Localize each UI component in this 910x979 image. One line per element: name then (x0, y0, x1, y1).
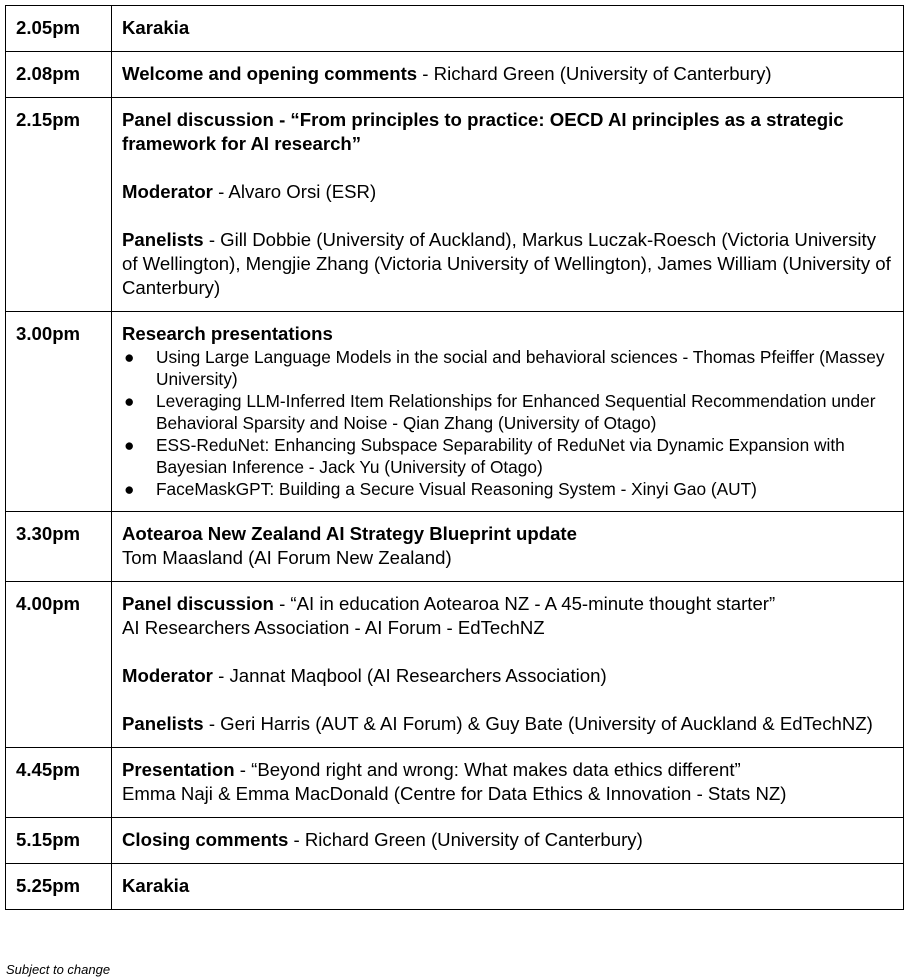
agenda-row (6, 312, 904, 512)
talk-text: Leveraging LLM-Inferred Item Relationships for Enhanced Sequential Recommendation under Behavioral Sparsity and Noise - Qian Zhang (University of Otago) (156, 391, 876, 433)
agenda-time: 2.15pm (6, 98, 112, 312)
agenda-time: 4.00pm (6, 582, 112, 748)
agenda-table (5, 5, 904, 910)
session-heading (122, 758, 893, 782)
session-title: Presentation (122, 759, 235, 780)
agenda-time: 4.45pm (6, 748, 112, 818)
agenda-time: 3.30pm (6, 512, 112, 582)
moderator-line (122, 664, 893, 688)
session-detail: - Richard Green (University of Canterbury) (417, 63, 772, 84)
session-heading (122, 592, 893, 640)
talk-text: Using Large Language Models in the social and behavioral sciences - Thomas Pfeiffer (Massey University) (156, 347, 885, 389)
bullet-icon: ● (124, 479, 135, 499)
agenda-row (6, 864, 904, 910)
agenda-time: 5.25pm (6, 864, 112, 910)
bullet-icon: ● (124, 347, 135, 367)
panelists-line (122, 228, 893, 300)
agenda-time: 3.00pm (6, 312, 112, 512)
moderator-line (122, 180, 893, 204)
session-detail: Emma Naji & Emma MacDonald (Centre for Data Ethics & Innovation - Stats NZ) (122, 783, 787, 804)
agenda-row (6, 818, 904, 864)
agenda-content (112, 52, 904, 98)
talk-text: ESS-ReduNet: Enhancing Subspace Separability of ReduNet via Dynamic Expansion with Bayesian Inference - Jack Yu (University of Otago) (156, 435, 845, 477)
agenda-time: 5.15pm (6, 818, 112, 864)
agenda-time: 2.05pm (6, 6, 112, 52)
session-title: Panel discussion (122, 593, 274, 614)
agenda-content (112, 582, 904, 748)
agenda-time: 2.08pm (6, 52, 112, 98)
bullet-icon: ● (124, 391, 135, 411)
moderator-name: - Jannat Maqbool (AI Researchers Association) (212, 665, 607, 686)
session-detail: - Richard Green (University of Canterbury) (288, 829, 643, 850)
session-title: Closing comments (122, 829, 289, 850)
session-title: Welcome and opening comments (122, 63, 418, 84)
moderator-name: - Alvaro Orsi (ESR) (212, 181, 377, 202)
session-title: Karakia (122, 875, 190, 896)
agenda-row (6, 52, 904, 98)
agenda-content (112, 748, 904, 818)
agenda-content (112, 512, 904, 582)
agenda-row (6, 512, 904, 582)
panelists-names: - Geri Harris (AUT & AI Forum) & Guy Bate (University of Auckland & EdTechNZ) (203, 713, 873, 734)
talk-list (122, 346, 893, 500)
moderator-label: Moderator (122, 665, 213, 686)
session-title: Karakia (122, 17, 190, 38)
bullet-icon: ● (124, 435, 135, 455)
agenda-content (112, 864, 904, 910)
moderator-label: Moderator (122, 181, 213, 202)
footnote: Subject to change (6, 962, 111, 977)
agenda-row (6, 748, 904, 818)
talk-item (122, 478, 893, 500)
agenda-content (112, 98, 904, 312)
agenda-row (6, 98, 904, 312)
panelists-names: - Gill Dobbie (University of Auckland), Markus Luczak-Roesch (Victoria University of Wellington), Mengjie Zhang (Victoria University of Wellington), James William (University of Canterbury) (122, 229, 891, 298)
session-title: Aotearoa New Zealand AI Strategy Blueprint update (122, 523, 577, 544)
session-detail: AI Researchers Association - AI Forum - EdTechNZ (122, 617, 545, 638)
agenda-content (112, 312, 904, 512)
session-title: Research presentations (122, 323, 333, 344)
session-title: Panel discussion - “From principles to practice: OECD AI principles as a strategic framework for AI research” (122, 109, 844, 154)
talk-item (122, 434, 893, 478)
panelists-line (122, 712, 893, 736)
talk-text: FaceMaskGPT: Building a Secure Visual Reasoning System - Xinyi Gao (AUT) (156, 479, 757, 499)
session-detail: Tom Maasland (AI Forum New Zealand) (122, 547, 452, 568)
panelists-label: Panelists (122, 713, 204, 734)
session-title-rest: - “Beyond right and wrong: What makes data ethics different” (234, 759, 741, 780)
talk-item (122, 390, 893, 434)
talk-item (122, 346, 893, 390)
agenda-content (112, 6, 904, 52)
panelists-label: Panelists (122, 229, 204, 250)
agenda-row (6, 582, 904, 748)
session-title-rest: - “AI in education Aotearoa NZ - A 45-minute thought starter” (273, 593, 776, 614)
agenda-content (112, 818, 904, 864)
agenda-row (6, 6, 904, 52)
